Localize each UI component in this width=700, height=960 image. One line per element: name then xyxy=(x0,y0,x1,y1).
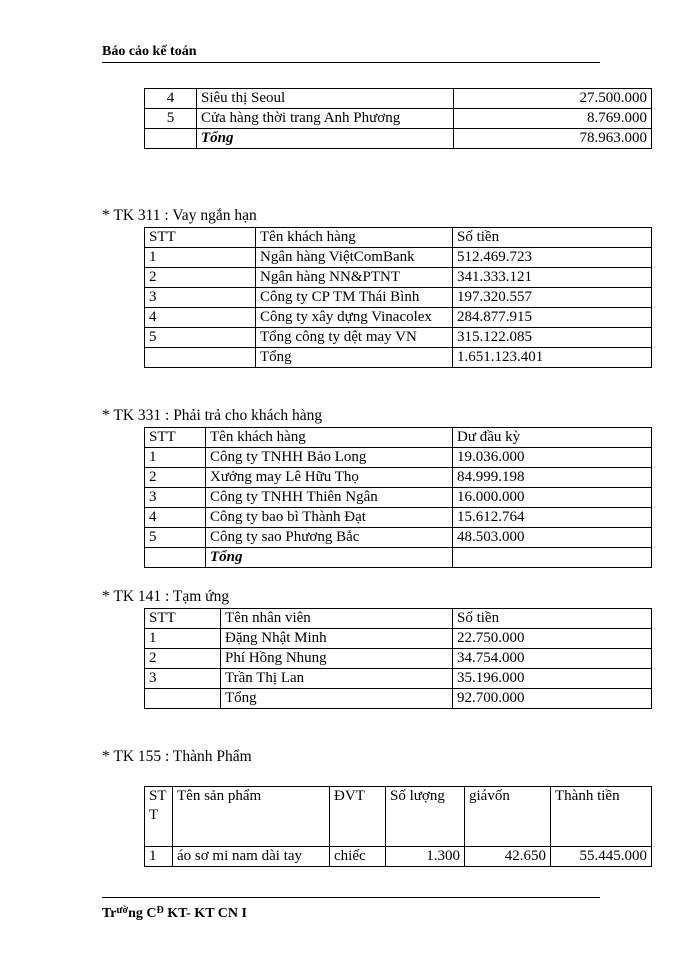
amount-cell: 35.196.000 xyxy=(453,669,652,689)
column-header: STT xyxy=(145,609,221,629)
stt-cell: 1 xyxy=(145,629,221,649)
tk331-title: * TK 331 : Phải trả cho khách hàng xyxy=(102,407,323,424)
name-cell: Xưởng may Lê Hữu Thọ xyxy=(206,468,453,488)
stt-cell: 5 xyxy=(145,328,256,348)
unit-cell: chiếc xyxy=(330,847,386,867)
table-row xyxy=(145,268,652,288)
name-cell: Trần Thị Lan xyxy=(221,669,453,689)
name-cell: Công ty CP TM Thái Bình xyxy=(256,288,453,308)
stt-cell: 2 xyxy=(145,268,256,288)
table-row xyxy=(145,288,652,308)
table-row xyxy=(145,488,652,508)
footer-text-part: ườ xyxy=(116,905,129,916)
total-label: Tổng xyxy=(221,689,453,709)
total-amount: 92.700.000 xyxy=(453,689,652,709)
column-header: STT xyxy=(145,787,173,847)
stt-cell: 4 xyxy=(145,508,206,528)
name-cell: Công ty bao bì Thành Đạt xyxy=(206,508,453,528)
cost-cell: 42.650 xyxy=(465,847,551,867)
table-row xyxy=(145,629,652,649)
stt-cell: 5 xyxy=(145,109,197,129)
column-header: Số tiền xyxy=(453,609,652,629)
tk311-table xyxy=(144,227,652,368)
stt-cell: 4 xyxy=(145,308,256,328)
footer-text-part: ng C xyxy=(128,906,157,921)
column-header: Dư đầu kỳ xyxy=(453,428,652,448)
table-row xyxy=(145,328,652,348)
stt-cell: 1 xyxy=(145,248,256,268)
amount-cell: 197.320.557 xyxy=(453,288,652,308)
name-cell: Siêu thị Seoul xyxy=(197,89,454,109)
table-header-row xyxy=(145,787,652,847)
amount-cell: 284.877.915 xyxy=(453,308,652,328)
table-row xyxy=(145,448,652,468)
table-row xyxy=(145,308,652,328)
amount-cell: 315.122.085 xyxy=(453,328,652,348)
total-label: Tổng xyxy=(197,129,454,149)
stt-cell: 2 xyxy=(145,649,221,669)
column-header: Số tiền xyxy=(453,228,652,248)
tk141-table xyxy=(144,608,652,709)
total-row xyxy=(145,689,652,709)
total-amount: 1.651.123.401 xyxy=(453,348,652,368)
footer-text-part: Tr xyxy=(102,906,117,921)
table-header-row xyxy=(145,228,652,248)
tk331-table xyxy=(144,427,652,568)
table-row xyxy=(145,649,652,669)
table-row xyxy=(145,847,652,867)
stt-cell: 2 xyxy=(145,468,206,488)
total-amount: 78.963.000 xyxy=(454,129,652,149)
quantity-cell: 1.300 xyxy=(386,847,465,867)
table-row xyxy=(145,669,652,689)
amount-cell: 8.769.000 xyxy=(454,109,652,129)
total-label: Tổng xyxy=(206,548,453,568)
stt-cell: 3 xyxy=(145,669,221,689)
column-header: Thành tiền xyxy=(551,787,652,847)
page-footer xyxy=(102,905,247,922)
table-row xyxy=(145,468,652,488)
footer-rule xyxy=(102,897,600,898)
amount-cell: 22.750.000 xyxy=(453,629,652,649)
tk155-table xyxy=(144,786,652,867)
table-row xyxy=(145,89,652,109)
amount-cell: 48.503.000 xyxy=(453,528,652,548)
total-row xyxy=(145,129,652,149)
name-cell: Ngân hàng ViệtComBank xyxy=(256,248,453,268)
column-header: Tên khách hàng xyxy=(206,428,453,448)
table-header-row xyxy=(145,428,652,448)
table-header-row xyxy=(145,609,652,629)
amount-cell: 84.999.198 xyxy=(453,468,652,488)
amount-cell: 19.036.000 xyxy=(453,448,652,468)
total-label: Tổng xyxy=(256,348,453,368)
name-cell: Tổng công ty dệt may VN xyxy=(256,328,453,348)
page-header-title: Báo cáo kế toán xyxy=(102,44,197,59)
stt-cell: 3 xyxy=(145,488,206,508)
amount-cell: 512.469.723 xyxy=(453,248,652,268)
name-cell: Công ty sao Phương Bắc xyxy=(206,528,453,548)
header-rule xyxy=(102,62,600,63)
name-cell: Công ty xây dựng Vinacolex xyxy=(256,308,453,328)
column-header: giávốn xyxy=(465,787,551,847)
table-row xyxy=(145,109,652,129)
stt-cell: 1 xyxy=(145,448,206,468)
amount-cell: 341.333.121 xyxy=(453,268,652,288)
footer-text-part: KT- KT CN I xyxy=(163,906,247,921)
tk155-title: * TK 155 : Thành Phẩm xyxy=(102,748,252,765)
footer-text-part: Đ xyxy=(156,905,164,916)
amount-cell: 34.754.000 xyxy=(453,649,652,669)
name-cell: Đặng Nhật Minh xyxy=(221,629,453,649)
column-header: Tên khách hàng xyxy=(256,228,453,248)
total-cell: 55.445.000 xyxy=(551,847,652,867)
stt-cell: 1 xyxy=(145,847,173,867)
stt-cell: 4 xyxy=(145,89,197,109)
column-header: Tên nhân viên xyxy=(221,609,453,629)
table-row xyxy=(145,508,652,528)
customer-table-continued xyxy=(144,88,652,149)
name-cell: Công ty TNHH Thiên Ngân xyxy=(206,488,453,508)
table-row xyxy=(145,248,652,268)
column-header: STT xyxy=(145,428,206,448)
total-row xyxy=(145,348,652,368)
name-cell: Ngân hàng NN&PTNT xyxy=(256,268,453,288)
column-header: Tên sản phẩm xyxy=(173,787,330,847)
tk141-title: * TK 141 : Tạm ứng xyxy=(102,588,230,605)
total-row xyxy=(145,548,652,568)
column-header: ĐVT xyxy=(330,787,386,847)
name-cell: Cửa hàng thời trang Anh Phương xyxy=(197,109,454,129)
column-header: STT xyxy=(145,228,256,248)
column-header: Số lượng xyxy=(386,787,465,847)
stt-cell: 3 xyxy=(145,288,256,308)
name-cell: Phí Hồng Nhung xyxy=(221,649,453,669)
name-cell: áo sơ mi nam dài tay xyxy=(173,847,330,867)
name-cell: Công ty TNHH Bảo Long xyxy=(206,448,453,468)
amount-cell: 27.500.000 xyxy=(454,89,652,109)
stt-cell: 5 xyxy=(145,528,206,548)
tk311-title: * TK 311 : Vay ngắn hạn xyxy=(102,207,257,224)
amount-cell: 15.612.764 xyxy=(453,508,652,528)
amount-cell: 16.000.000 xyxy=(453,488,652,508)
table-row xyxy=(145,528,652,548)
